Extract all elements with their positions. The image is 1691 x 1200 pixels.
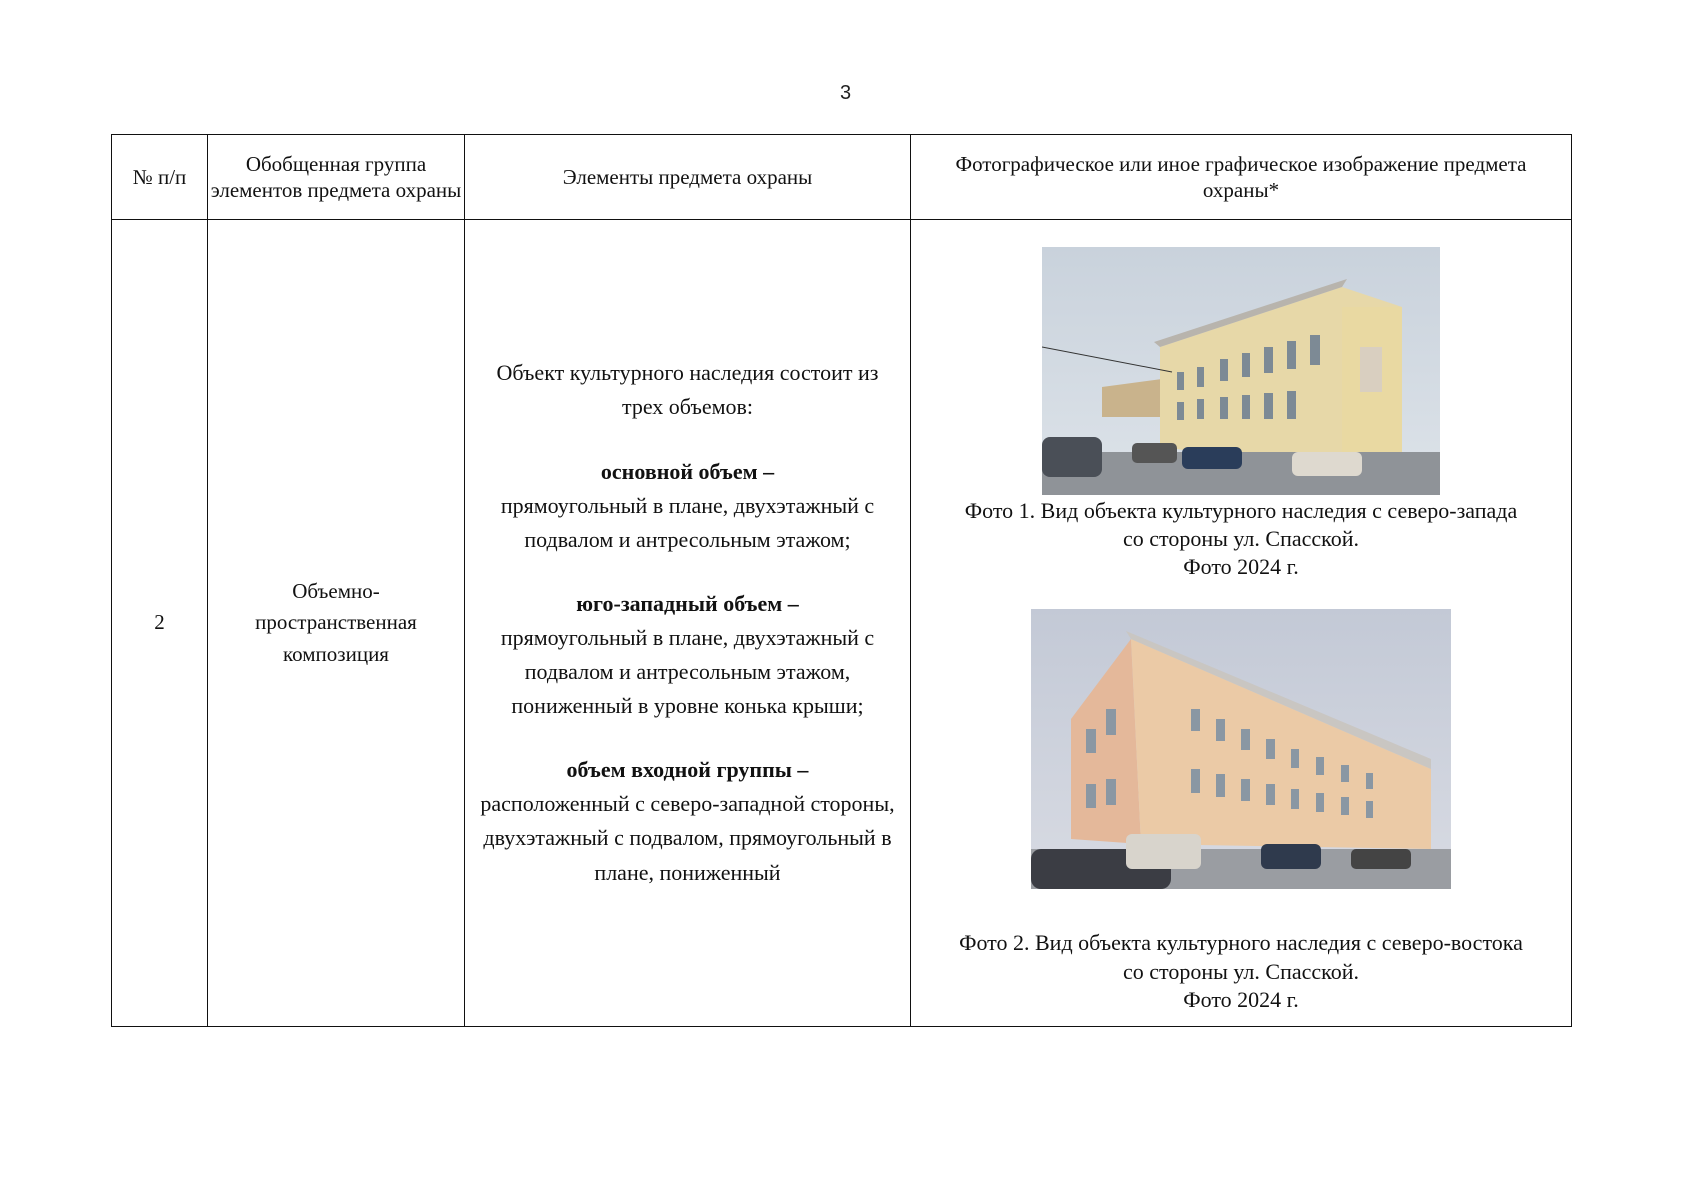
element-item-text: прямоугольный в плане, двухэтажный с подвалом и антресольным этажом, пониженный в уровне конька крыши; — [500, 624, 875, 719]
element-item — [475, 753, 900, 889]
row-group — [208, 220, 465, 1027]
caption-line: Фото 2024 г. — [1183, 986, 1299, 1012]
caption-line: Фото 1. Вид объекта культурного наследия с северо-запада — [964, 498, 1518, 523]
protection-table — [111, 134, 1572, 1027]
photo-block-2 — [911, 609, 1571, 1013]
caption-line: Фото 2024 г. — [1183, 554, 1299, 580]
page-number: 3 — [839, 82, 852, 104]
header-elements: Элементы предмета охраны — [465, 135, 911, 220]
caption-line: Фото 2. Вид объекта культурного наследия с северо-востока — [959, 930, 1523, 956]
header-photo: Фотографическое или иное графическое изображение предмета охраны* — [911, 135, 1572, 220]
row-num: 2 — [112, 220, 208, 1027]
building-photo-northeast — [1031, 609, 1451, 889]
element-item-title: объем входной группы – — [566, 757, 809, 783]
photo-block-1 — [911, 247, 1571, 581]
table-row — [112, 220, 1572, 1027]
element-item — [475, 587, 900, 723]
elements-intro: Объект культурного наследия состоит из трех объемов: — [496, 360, 879, 420]
element-item-text: прямоугольный в плане, двухэтажный с подвалом и антресольным этажом; — [500, 492, 875, 552]
element-item — [475, 455, 900, 557]
row-photos — [911, 220, 1572, 1027]
photo-caption-2 — [911, 929, 1571, 1013]
building-photo-northwest — [1042, 247, 1440, 495]
table-header-row — [112, 135, 1572, 220]
header-num: № п/п — [112, 135, 208, 220]
caption-line: со стороны ул. Спасской. — [1122, 958, 1359, 984]
row-elements — [465, 220, 911, 1027]
element-item-title: основной объем – — [600, 458, 775, 484]
photo-caption-1 — [911, 497, 1571, 581]
elements-text — [465, 356, 910, 889]
caption-line: со стороны ул. Спасской. — [1122, 526, 1359, 552]
element-item-text: расположенный с северо-западной стороны, двухэтажный с подвалом, прямоугольный в плане, пониженный — [480, 791, 895, 885]
row-group-text: Объемно-пространственная композиция — [255, 578, 417, 666]
element-item-title: юго-западный объем – — [576, 590, 799, 616]
header-group: Обобщенная группа элементов предмета охраны — [208, 135, 465, 220]
